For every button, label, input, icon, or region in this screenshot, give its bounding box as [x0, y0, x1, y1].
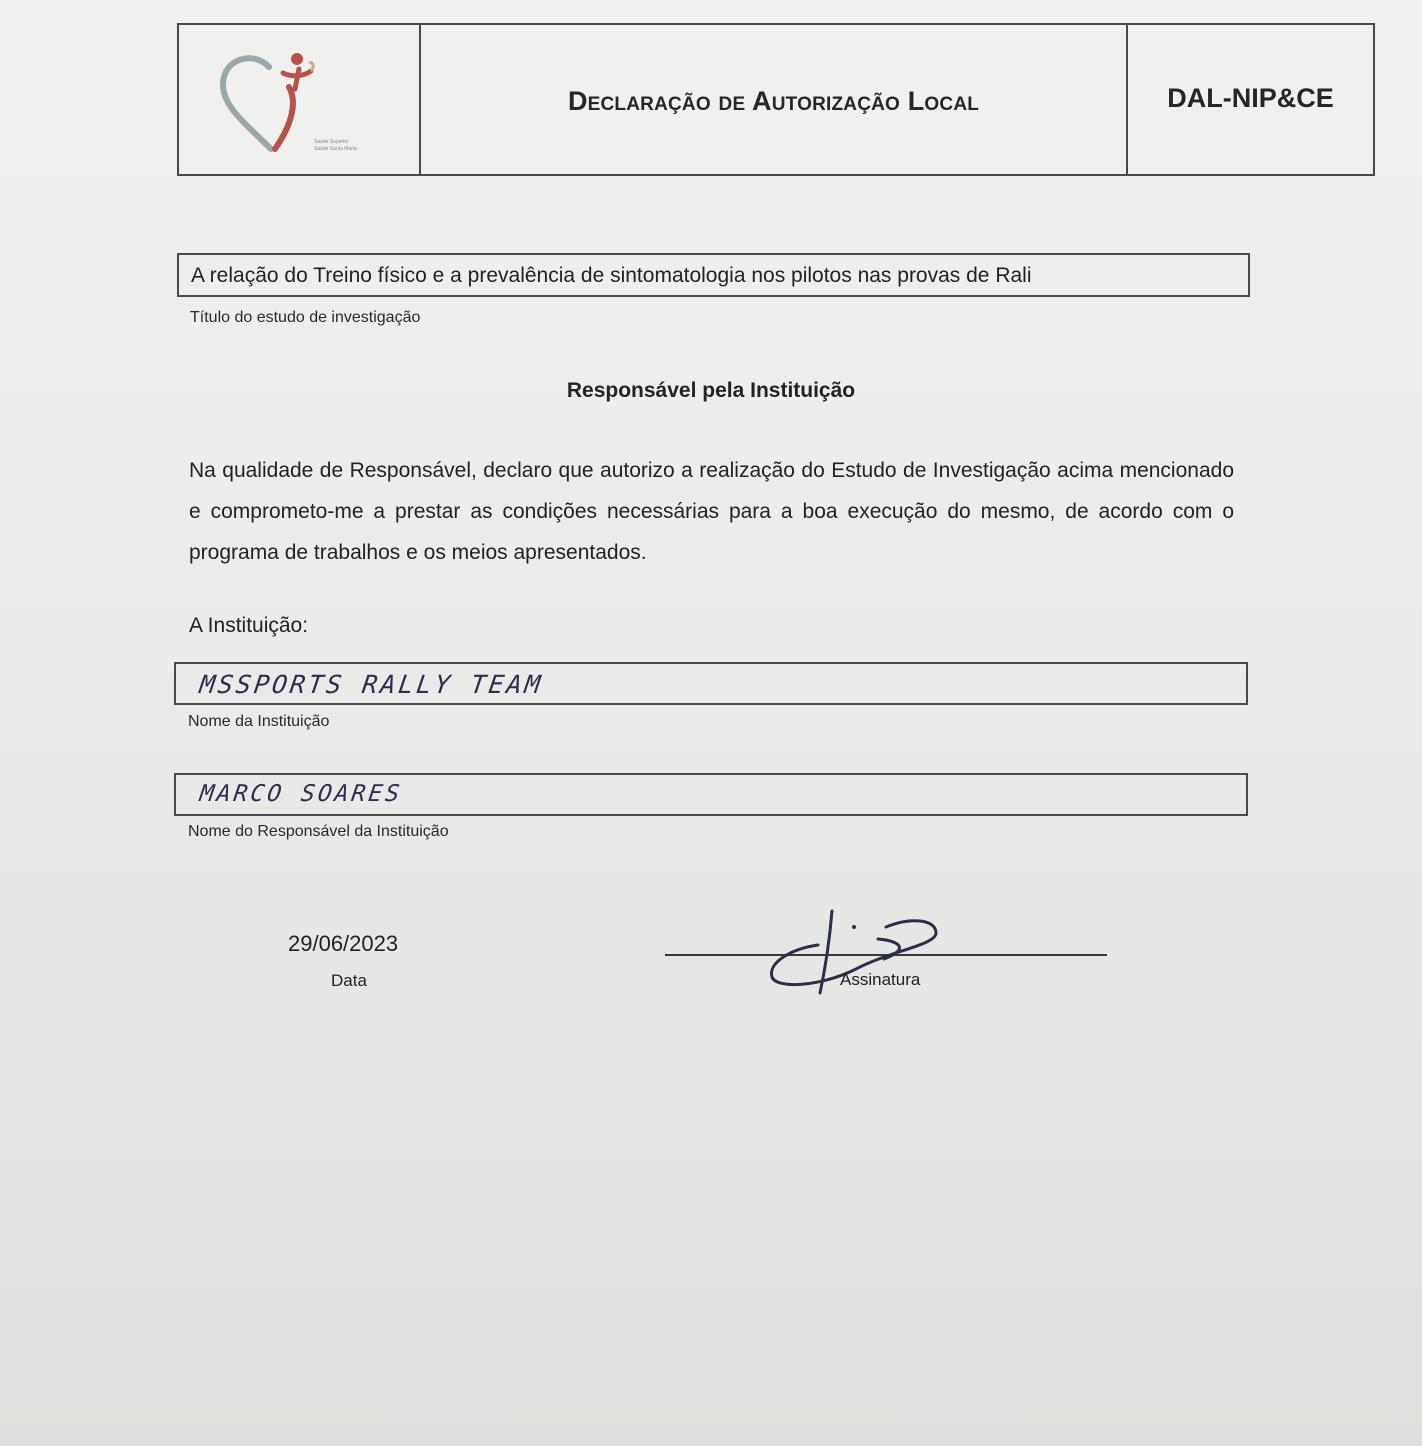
logo-caption-line2: Saúde Santa Maria — [314, 146, 357, 152]
document-title: Declaração de Autorização Local — [567, 86, 980, 116]
document-header — [177, 23, 1375, 176]
institution-label: A Instituição: — [189, 614, 309, 637]
institution-name-value: MSSPORTS RALLY TEAM — [197, 670, 546, 699]
date-label: Data — [331, 971, 367, 990]
declaration-paragraph: Na qualidade de Responsável, declaro que autorizo a realização do Estudo de Investigação acima mencionado e comprometo-me a prestar as condições necessárias para a boa execução do mesmo, de acordo com o programa de trabalhos e os meios apresentados. — [189, 459, 1234, 564]
logo-caption — [314, 139, 357, 153]
date-value: 29/06/2023 — [288, 931, 399, 956]
study-title-caption: Título do estudo de investigação — [190, 309, 421, 326]
institution-name-caption: Nome da Instituição — [188, 713, 330, 730]
section-heading: Responsável pela Instituição — [566, 379, 856, 402]
title-cell — [421, 25, 1128, 174]
code-cell — [1128, 25, 1373, 174]
responsible-name-value: MARCO SOARES — [198, 781, 404, 807]
study-title-field[interactable] — [177, 253, 1250, 297]
logo-caption-line1: Saúde Superior — [314, 139, 349, 145]
study-title-value: A relação do Treino físico e a prevalência de sintomatologia nos pilotos nas provas de Rali — [191, 264, 1032, 287]
institution-name-field[interactable] — [174, 662, 1248, 705]
responsible-name-caption: Nome do Responsável da Instituição — [188, 823, 449, 840]
logo-cell — [179, 25, 421, 174]
signature-label: Assinatura — [840, 970, 921, 989]
heart-figure-logo-icon — [217, 49, 327, 159]
responsible-name-field[interactable] — [174, 773, 1248, 816]
document-code: DAL-NIP&CE — [1167, 83, 1334, 113]
